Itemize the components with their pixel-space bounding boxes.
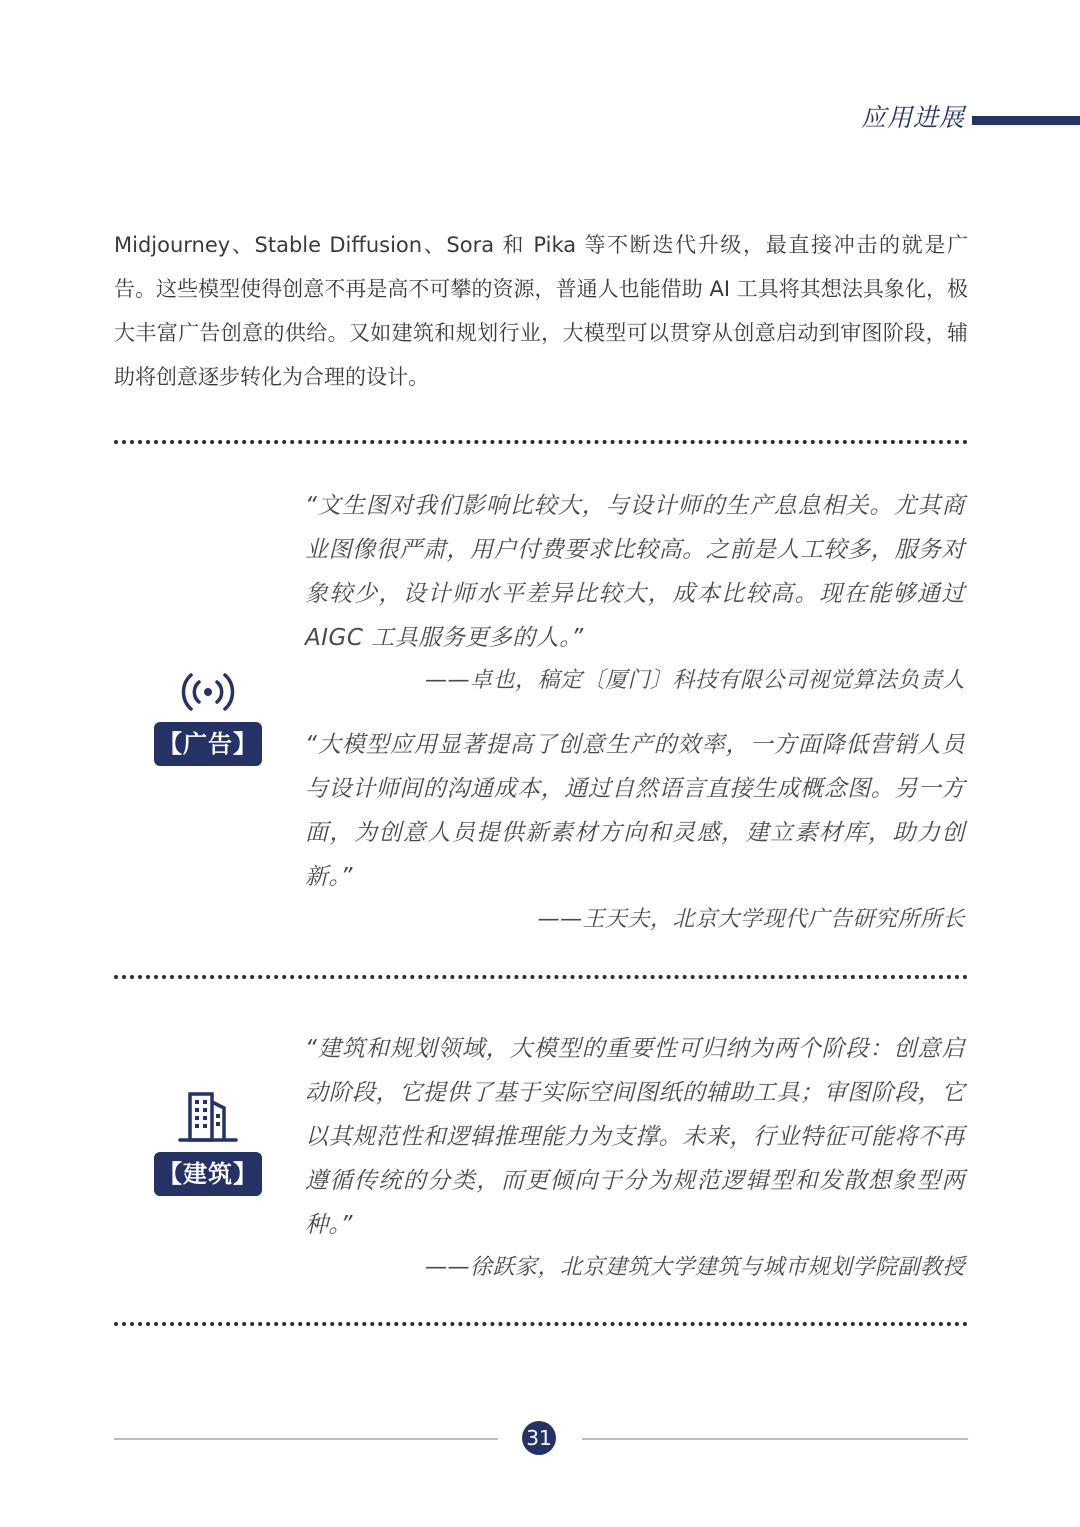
dotted-separator	[114, 440, 968, 444]
footer-line-left	[114, 1438, 498, 1440]
section-title: 应用进展	[860, 103, 965, 132]
advertising-quote-1-attribution: ——卓也，稿定〔厦门〕科技有限公司视觉算法负责人	[424, 668, 965, 693]
architecture-section-marker	[153, 1086, 263, 1196]
architecture-label-badge: 【建筑】	[154, 1152, 262, 1196]
advertising-section-marker	[153, 670, 263, 766]
building-icon	[153, 1086, 263, 1144]
advertising-label-badge: 【广告】	[154, 722, 262, 766]
intro-paragraph: Midjourney、Stable Diffusion、Sora 和 Pika 等不断迭代升级，最直接冲击的就是广告。这些模型使得创意不再是高不可攀的资源，普通人也能借助 AI 工具将其想法具象化，极大丰富广告创意的供给。又如建筑和规划行业，大模型可以贯穿从创意启动到审图阶段，辅助将创意逐步转化为合理的设计。	[114, 233, 968, 389]
dotted-separator	[114, 1322, 968, 1326]
broadcast-icon	[153, 670, 263, 714]
advertising-quote-1: “文生图对我们影响比较大，与设计师的生产息息相关。尤其商业图像很严肃，用户付费要求比较高。之前是人工较多，服务对象较少，设计师水平差异比较大，成本比较高。现在能够通过 AIGC 工具服务更多的人。”	[305, 493, 965, 651]
footer-line-right	[582, 1438, 968, 1440]
architecture-quote-1: “建筑和规划领域，大模型的重要性可归纳为两个阶段：创意启动阶段，它提供了基于实际空间图纸的辅助工具；审图阶段，它以其规范性和逻辑推理能力为支撑。未来，行业特征可能将不再遵循传统的分类，而更倾向于分为规范逻辑型和发散想象型两种。”	[305, 1036, 965, 1238]
architecture-quote-1-attribution: ——徐跃家，北京建筑大学建筑与城市规划学院副教授	[424, 1255, 965, 1280]
page-number: 31	[522, 1421, 556, 1455]
advertising-quote-2: “大模型应用显著提高了创意生产的效率，一方面降低营销人员与设计师间的沟通成本，通过自然语言直接生成概念图。另一方面，为创意人员提供新素材方向和灵感，建立素材库，助力创新。”	[305, 732, 965, 890]
advertising-quote-2-attribution: ——王天夫，北京大学现代广告研究所所长	[537, 907, 965, 932]
dotted-separator	[114, 975, 968, 979]
header-accent-bar	[972, 116, 1080, 125]
